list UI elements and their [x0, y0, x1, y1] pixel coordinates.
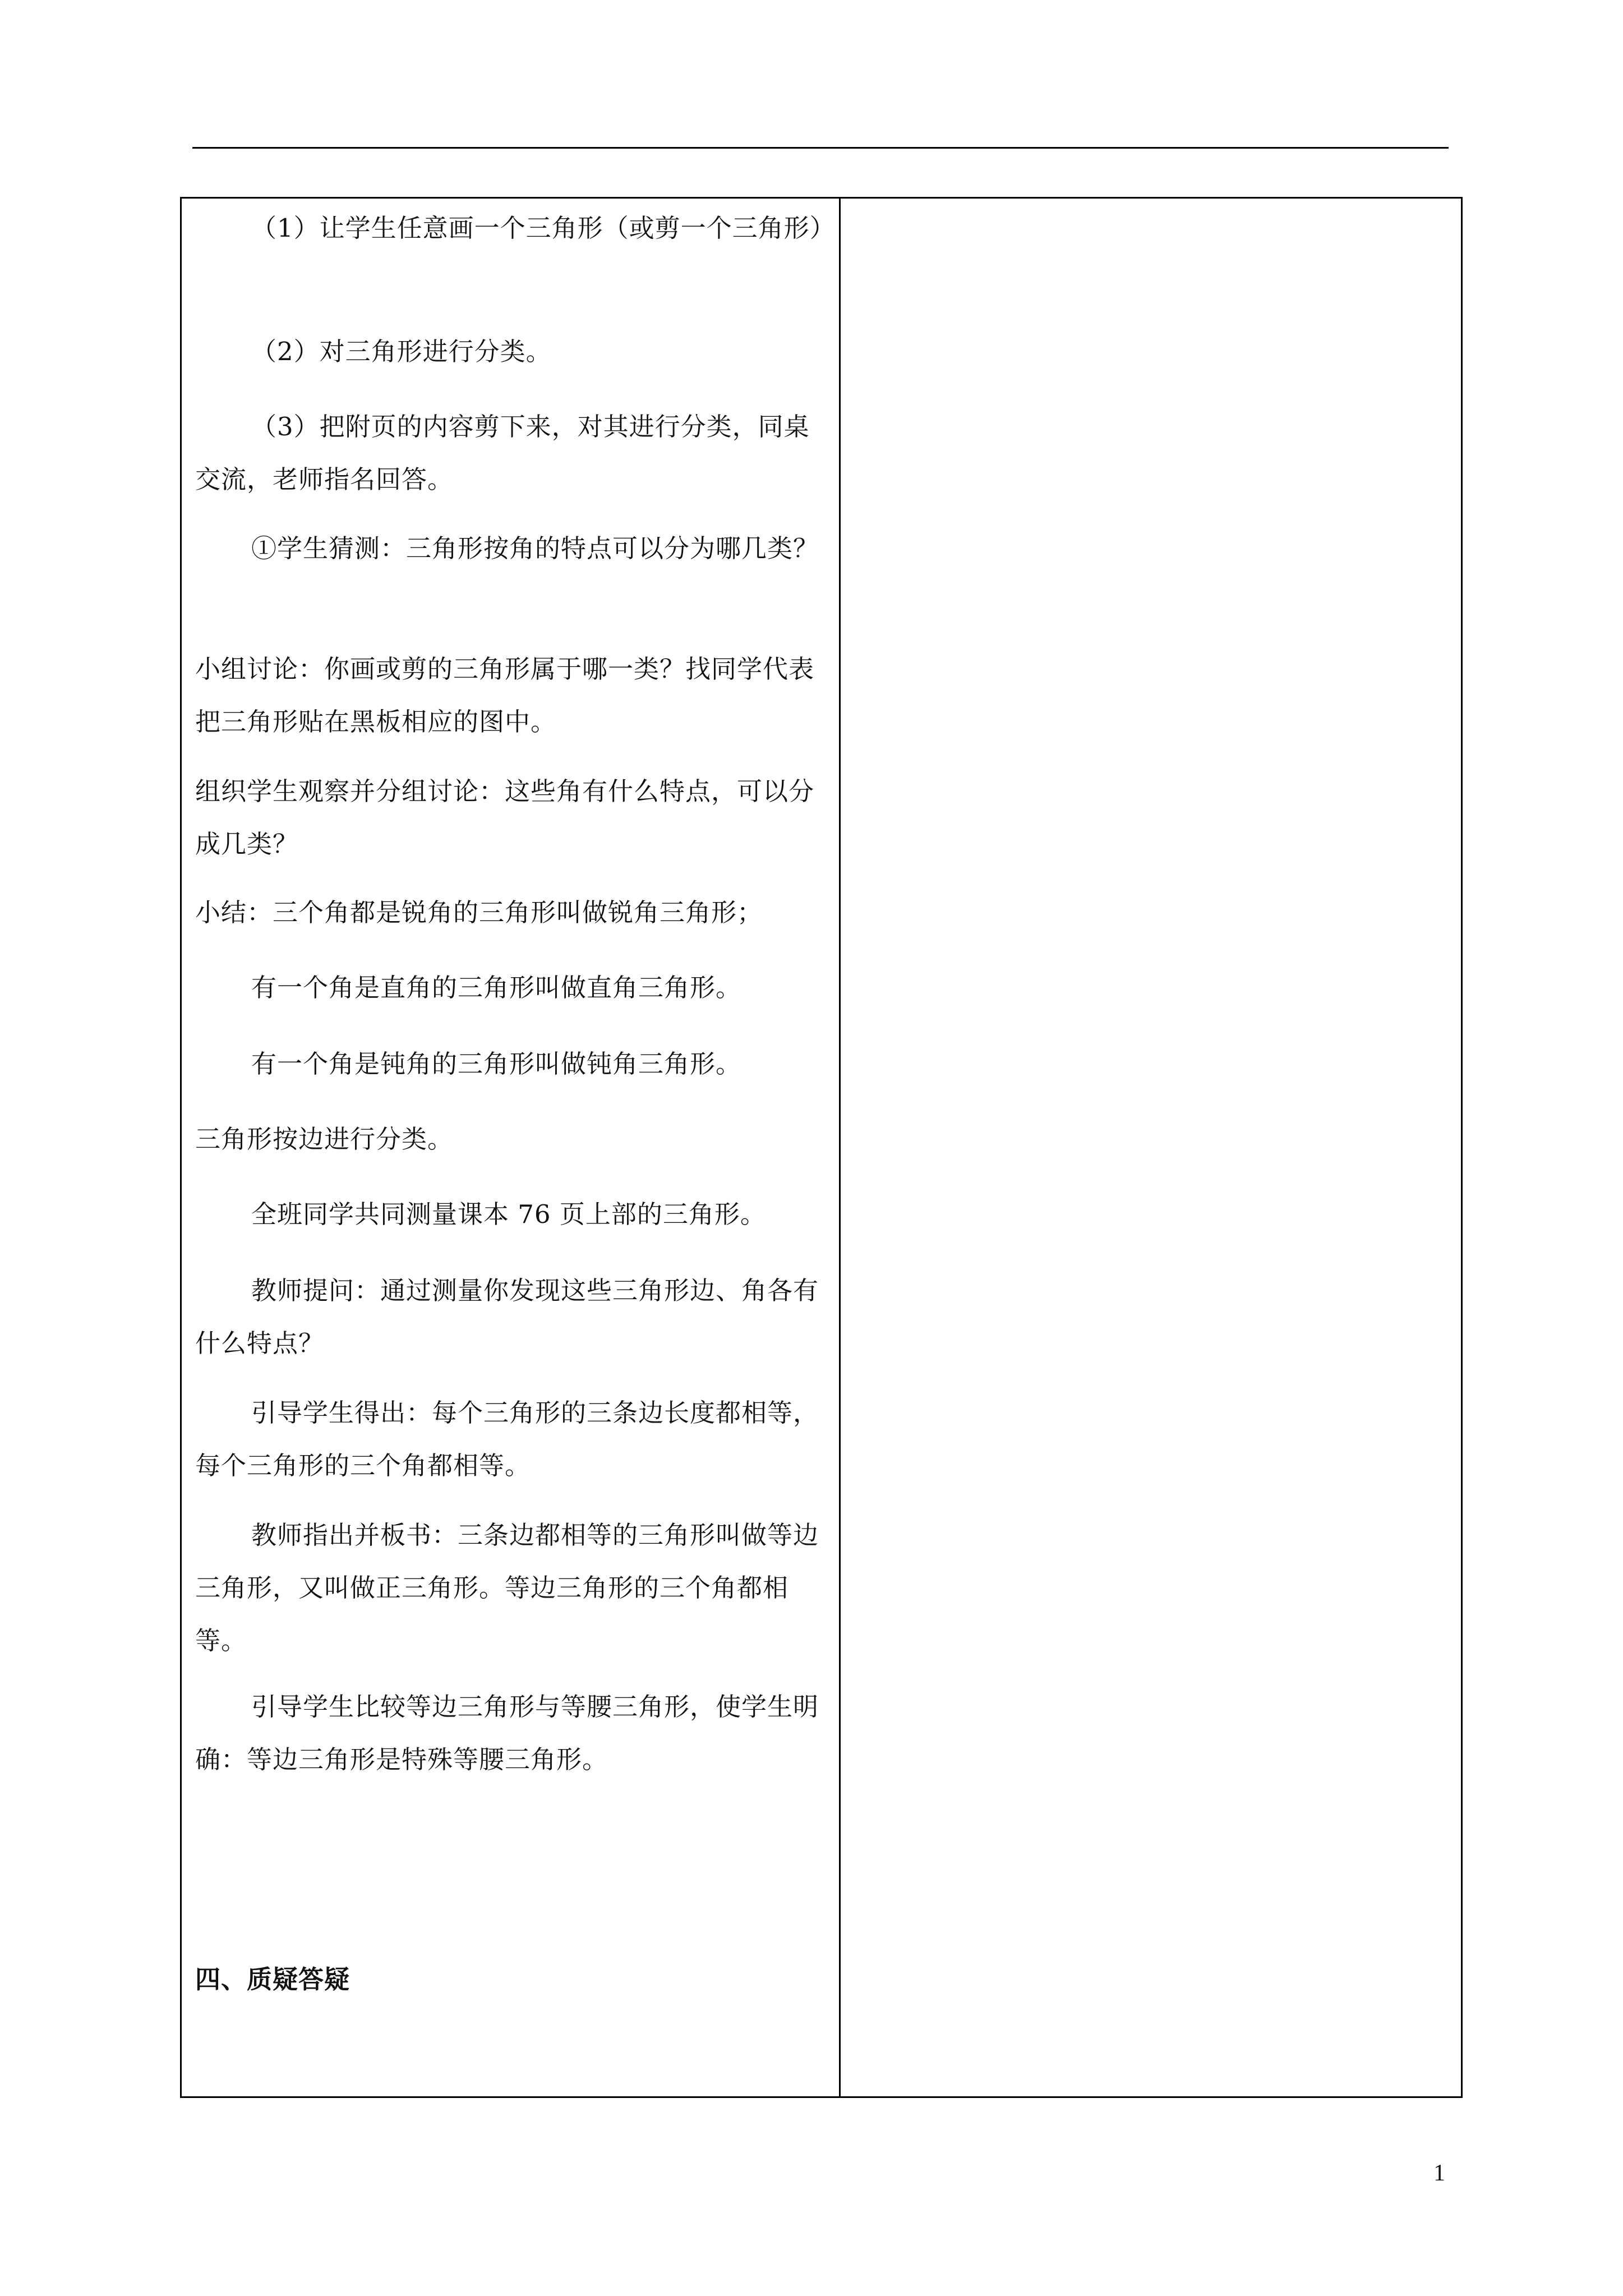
compare-triangles: 引导学生比较等边三角形与等腰三角形，使学生明确：等边三角形是特殊等腰三角形。: [195, 1692, 819, 1774]
measure-textbook: 全班同学共同测量课本 76 页上部的三角形。: [251, 1199, 766, 1229]
teacher-question: 教师提问：通过测量你发现这些三角形边、角各有什么特点？: [195, 1276, 819, 1358]
summary-acute: 小结：三个角都是锐角的三角形叫做锐角三角形；: [195, 898, 763, 927]
summary-obtuse: 有一个角是钝角的三角形叫做钝角三角形。: [251, 1049, 742, 1079]
group-discussion: 小组讨论：你画或剪的三角形属于哪一类？找同学代表把三角形贴在黑板相应的图中。: [195, 654, 815, 737]
step-1-draw-triangle: （1）让学生任意画一个三角形（或剪一个三角形）: [251, 213, 836, 243]
student-guess: ①学生猜测：三角形按角的特点可以分为哪几类？: [251, 533, 819, 563]
teacher-board-note: 教师指出并板书：三条边都相等的三角形叫做等边三角形，又叫做正三角形。等边三角形的三个角都相等。: [195, 1520, 819, 1655]
step-2-classify: （2）对三角形进行分类。: [251, 337, 552, 366]
header-rule: [192, 147, 1449, 149]
page-number: 1: [1433, 2160, 1445, 2186]
lesson-content-column: [195, 199, 836, 2096]
notes-column: [841, 199, 1461, 2096]
step-3-cut-appendix: （3）把附页的内容剪下来，对其进行分类，同桌交流，老师指名回答。: [195, 412, 810, 494]
observe-discuss: 组织学生观察并分组讨论：这些角有什么特点，可以分成几类？: [195, 776, 815, 859]
section-heading-qa: 四、质疑答疑: [195, 1964, 351, 1994]
summary-right: 有一个角是直角的三角形叫做直角三角形。: [251, 973, 742, 1002]
lesson-table: [180, 197, 1463, 2098]
classify-by-sides: 三角形按边进行分类。: [195, 1124, 454, 1154]
guide-conclusion: 引导学生得出：每个三角形的三条边长度都相等，每个三角形的三个角都相等。: [195, 1398, 819, 1480]
